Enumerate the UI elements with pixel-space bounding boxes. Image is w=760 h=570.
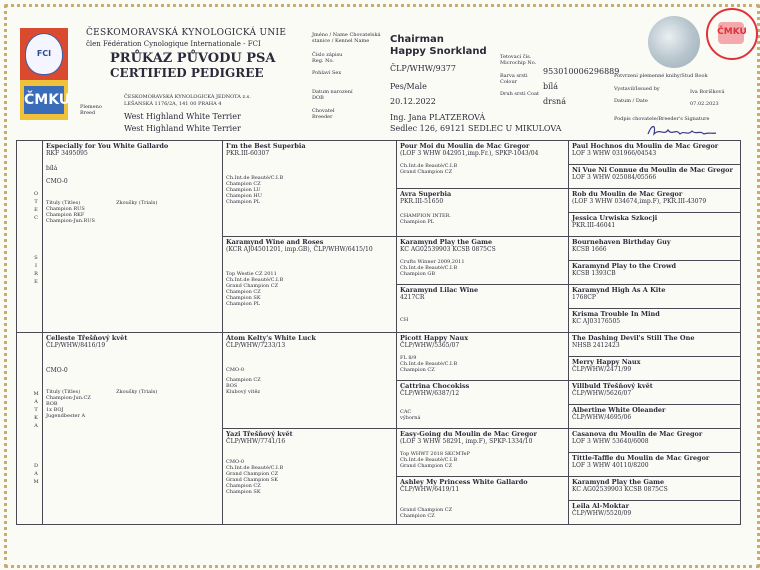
pedigree-cell: Ashley My Princess White Gallardo ČLP/WHW/6419/11 Grand Champion CZ Champion CZ: [397, 477, 569, 525]
pedigree-cell: Yazi Třešňový květ ČLP/WHW/7741/16 CMO-0 Ch.Int.de Beauté/C.I.B Grand Champion CZ Grand Champion SK Champion CZ Champion SK: [223, 429, 397, 525]
dam-side-label: M A T K A D A M: [33, 391, 39, 485]
dog-dob: 20.12.2022: [390, 97, 436, 106]
pedigree-cell: Bournehaven Birthday Guy KCSB 1666: [569, 237, 741, 261]
pedigree-cell: Villbuld Třešňový květ ČLP/WHW/5626/07: [569, 381, 741, 405]
pedigree-table: [16, 140, 741, 525]
breeder-signature: [646, 122, 718, 140]
studbook-label: Potvrzení plemenné knihy/Stud Book: [614, 73, 708, 79]
club-name: ČESKOMORAVSKÁ KYNOLOGICKÁ JEDNOTA z.s.: [124, 94, 251, 100]
pedigree-cell: Karamynd High As A Kite 1768CP: [569, 285, 741, 309]
pedigree-cell: Casanova du Moulin de Mac Gregor LOF 3 WHW 53640/6008: [569, 429, 741, 453]
cmku-logo: FCI ČMKU: [20, 28, 68, 120]
pedigree-cell: Karamynd Lilac Wine 4217CR CH: [397, 285, 569, 333]
pedigree-cell: Rob du Moulin de Mac Gregor (LOF 3 WHW 034674,imp.F), PKR.III-43079: [569, 189, 741, 213]
dog-coat: drsná: [543, 97, 566, 106]
dob-label: Datum narození DOB: [312, 89, 353, 101]
pedigree-cell: Avra Superbia PKR.III-51650 CHAMPION INTER. Champion PL: [397, 189, 569, 237]
breeder-label: Chovatel Breeder: [312, 108, 335, 120]
coat-label: Druh srsti Coat: [500, 91, 539, 97]
name-label: Jméno / Name Chovatelská stanice / Kennel Name: [312, 32, 381, 44]
pedigree-cell: The Dashing Devil's Still The One NHSB 2412423: [569, 333, 741, 357]
pedigree-cell: Ni Vue Ni Connue du Moulin de Mac Gregor LOF 3 WHW 025084/05566: [569, 165, 741, 189]
pedigree-cell: Merry Happy Naux ČLP/WHW/2471/99: [569, 357, 741, 381]
date-label: Datum / Date: [614, 98, 648, 104]
sire-side-label: O T E C S I R E: [33, 191, 39, 285]
pedigree-cell: Picott Happy Naux ČLP/WHW/5365/07 FL 8/9 Ch.Int.de Beauté/C.I.B Champion CZ: [397, 333, 569, 381]
pedigree-cell: Karamynd Play to the Crowd KCSB 1393CB: [569, 261, 741, 285]
dog-name: Chairman: [390, 34, 444, 45]
pedigree-cell: Krisma Trouble In Mind KC AJ03176505: [569, 309, 741, 333]
microchip-label: Tetovací čís. Microchip No.: [500, 54, 537, 66]
breed-label: Plemeno Breed: [80, 104, 102, 116]
microchip-number: 953010006296889: [543, 67, 620, 76]
pedigree-cell: Albertine White Oleander ČLP/WHW/4695/06: [569, 405, 741, 429]
dam-cell: Celleste Třešňový květ ČLP/WHW/8416/19 CMO-0 Tituly (Titles) Zkoušky (Trials) Champion-Jun.CZ BOB 1x BOJ Jugendbester A: [43, 333, 223, 525]
pedigree-cell: Karamynd Wine and Roses (KCR AJ04501201, imp.GB), ČLP/WHW/6415/10 Top Westie CZ 2011 Ch.Int.de Beauté/C.I.B Grand Champion CZ Champion CZ Champion SK Champion PL: [223, 237, 397, 333]
pedigree-cell: Jessica Urwiska Szkocji PKR.III-46041: [569, 213, 741, 237]
pedigree-cell: Tittle-Taffle du Moulin de Mac Gregor LOF 3 WHW 40110/8200: [569, 453, 741, 477]
studbook-stamp: ČMKU: [706, 8, 758, 60]
breed-name: West Highland White Terrier: [124, 112, 241, 121]
pedigree-cell: Pour Moi du Moulin de Mac Gregor (LOF 3 WHW 042951,imp.Fr.), SPKP-1043/04 Ch.Int.de Beauté/C.I.B Grand Champion CZ: [397, 141, 569, 189]
pedigree-cell: Leila Al-Moktar ČLP/WHW/5520/09: [569, 501, 741, 525]
pedigree-cell: Cattrina Chocokiss ČLP/WHW/6387/12 CAC výborná: [397, 381, 569, 429]
issued-by-label: Vystavil/Issued by: [614, 86, 660, 92]
issue-date: 07.02.2023: [690, 101, 719, 107]
pedigree-cell: Atom Kelty's White Luck ČLP/WHW/7233/13 CMO-0 Champion CZ BOS Klubový vítěz: [223, 333, 397, 429]
sex-label: Pohlaví Sex: [312, 70, 342, 76]
signature-label: Podpis chovatele/Breeder's Signature: [614, 116, 710, 122]
club-address: LEŠANSKÁ 1176/2A, 141 00 PRAHA 4: [124, 101, 222, 107]
dog-reg: ČLP/WHW/9377: [390, 64, 456, 73]
hologram-seal: [648, 16, 700, 68]
breeder-name: Ing. Jana PLATZEROVÁ: [390, 113, 486, 122]
pedigree-cell: Karamynd Play the Game KC AG02539903 KCSB 0875CS Crufts Winner 2009,2011 Ch.Int.de Beauté/C.I.B Champion GB: [397, 237, 569, 285]
color-label: Barva srsti Colour: [500, 73, 528, 85]
document-title-en: CERTIFIED PEDIGREE: [110, 66, 264, 80]
issued-by-name: Iva Borišková: [690, 89, 725, 95]
document-title: PRŮKAZ PŮVODU PSA: [110, 51, 276, 66]
pedigree-cell: Karamynd Play the Game KC AG02539903 KCSB 0875CS: [569, 477, 741, 501]
sire-cell: Especially for You White Gallardo RKF 3495095 bílá CMO-0 Tituly (Titles) Zkoušky (Trials) Champion RUS Champion RKF Champion-Jun.RUS: [43, 141, 223, 333]
kennel-name: Happy Snorkland: [390, 46, 487, 57]
pedigree-cell: Paul Hochnos du Moulin de Mac Gregor LOF 3 WHW 031966/04543: [569, 141, 741, 165]
dog-sex: Pes/Male: [390, 82, 427, 91]
union-title: ČESKOMORAVSKÁ KYNOLOGICKÁ UNIE: [86, 28, 287, 38]
breeder-address: Sedlec 126, 69121 SEDLEC U MIKULOVA: [390, 124, 562, 133]
pedigree-cell: I'm the Best Superbia PKR.III-60307 Ch.Int.de Beauté/C.I.B Champion CZ Champion LU Champion HU Champion PL: [223, 141, 397, 237]
breed-name-2: West Highland White Terrier: [124, 124, 241, 133]
reg-label: Číslo zápisu Reg. No.: [312, 52, 343, 64]
fci-subtitle: člen Fédération Cynologique Internationale - FCI: [86, 40, 261, 48]
pedigree-cell: Easy-Going du Moulin de Mac Gregor (LOF 3 WHW 58291, imp.F), SPKP-1334/10 Top WHWT 2018 SKCMTeP Ch.Int.de Beauté/C.I.B Grand Champion CZ: [397, 429, 569, 477]
dog-color: bílá: [543, 82, 559, 91]
